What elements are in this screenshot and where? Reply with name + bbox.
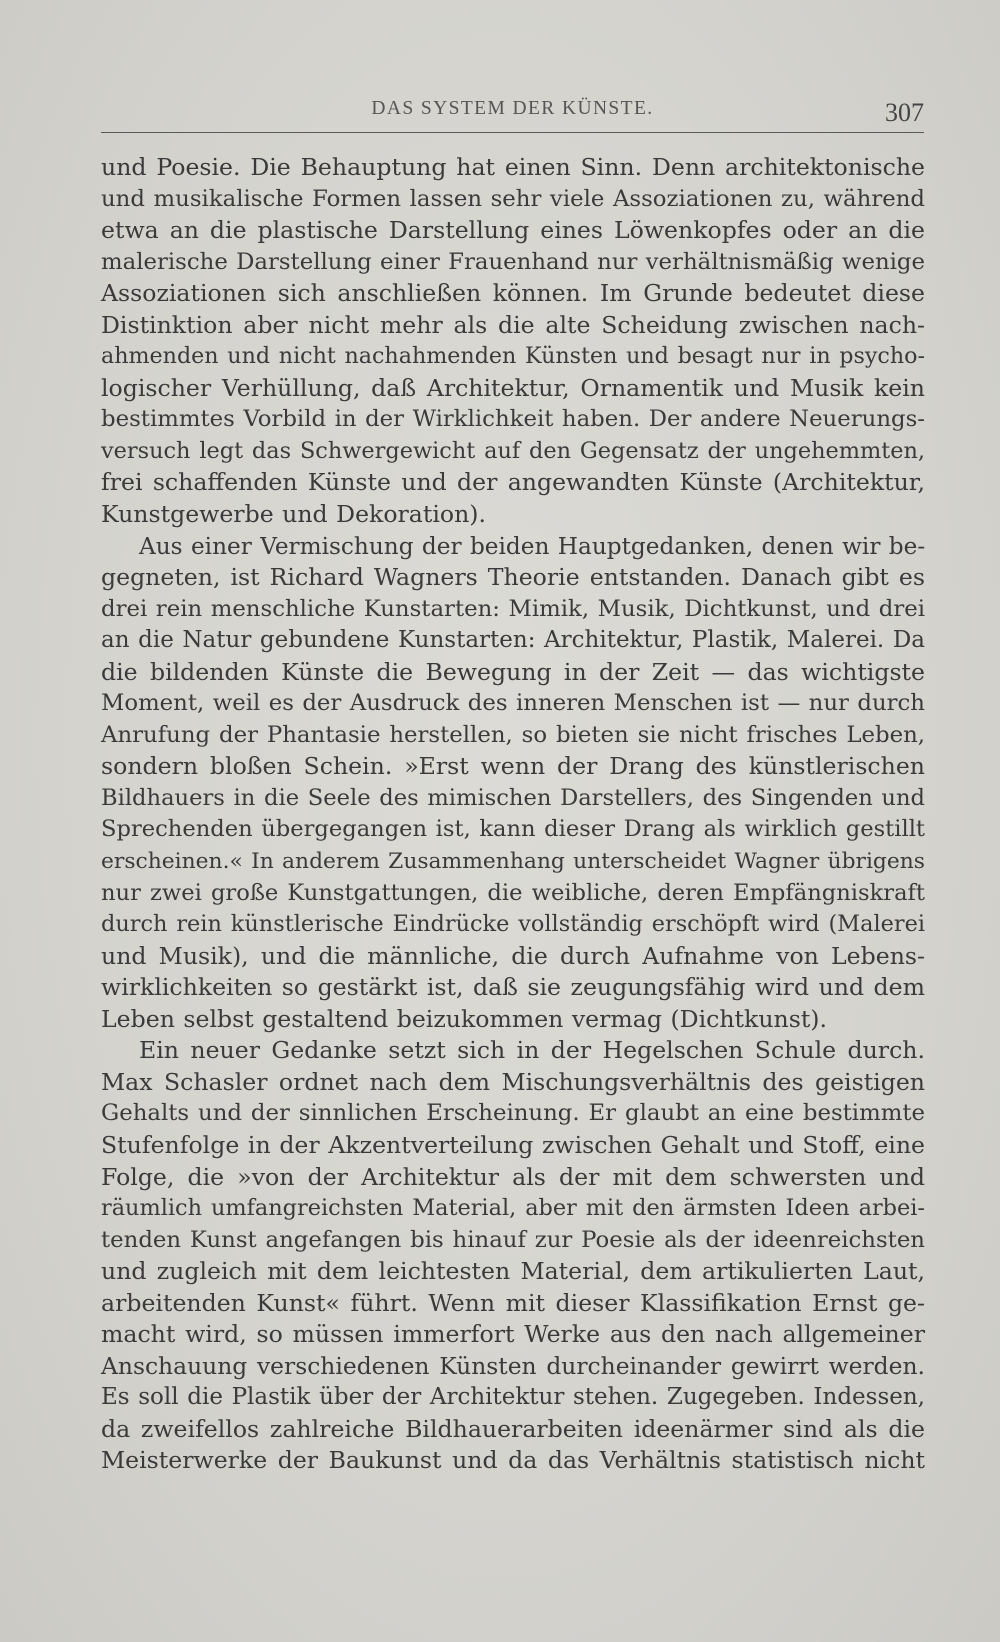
text-line: arbeitenden Kunst« führt. Wenn mit dieser Klassifikation Ernst ge- xyxy=(101,1288,925,1317)
text-line: macht wird, so müssen immerfort Werke aus den nach allgemeiner xyxy=(101,1320,925,1349)
text-line: und musikalische Formen lassen sehr viele Assoziationen zu, während xyxy=(101,185,925,212)
text-line: Anschauung verschiedenen Künsten durcheinander gewirrt werden. xyxy=(101,1351,925,1380)
text-line: Aus einer Vermischung der beiden Hauptgedanken, denen wir be- xyxy=(139,532,926,560)
text-line: Meisterwerke der Baukunst und da das Verhältnis statistisch nicht xyxy=(101,1446,925,1475)
text-line: Max Schasler ordnet nach dem Mischungsverhältnis des geistigen xyxy=(101,1067,925,1096)
text-line: Assoziationen sich anschließen können. Im Grunde bedeutet diese xyxy=(101,279,925,308)
text-line: Folge, die »von der Architektur als der mit dem schwersten und xyxy=(101,1162,925,1191)
text-line: nur zwei große Kunstgattungen, die weibliche, deren Empfängniskraft xyxy=(101,879,925,906)
text-line: Leben selbst gestaltend beizukommen vermag (Dichtkunst). xyxy=(101,1004,828,1033)
text-line: und Musik), und die männliche, die durch Aufnahme von Lebens- xyxy=(101,941,925,970)
running-title: DAS SYSTEM DER KÜNSTE. xyxy=(371,98,654,119)
text-line: bestimmtes Vorbild in der Wirklichkeit haben. Der andere Neuerungs- xyxy=(101,406,925,433)
text-line: Kunstgewerbe und Dekoration). xyxy=(101,500,487,529)
page-number: 307 xyxy=(885,98,924,127)
text-line: ahmenden und nicht nachahmenden Künsten und besagt nur in psycho- xyxy=(101,343,925,370)
text-line: Bildhauers in die Seele des mimischen Darstellers, des Singenden und xyxy=(101,784,925,811)
body-text xyxy=(101,152,925,1477)
text-line: räumlich umfangreichsten Material, aber mit den ärmsten Ideen arbei- xyxy=(101,1195,925,1222)
running-header xyxy=(101,92,924,133)
text-line: Es soll die Plastik über der Architektur stehen. Zugegeben. Indessen, xyxy=(101,1384,925,1411)
text-line: da zweifellos zahlreiche Bildhauerarbeiten ideenärmer sind als die xyxy=(101,1414,925,1443)
text-line: Ein neuer Gedanke setzt sich in der Hegelschen Schule durch. xyxy=(139,1036,925,1065)
text-line: versuch legt das Schwergewicht auf den Gegensatz der ungehemmten, xyxy=(101,437,925,464)
text-line: Sprechenden übergegangen ist, kann dieser Drang als wirklich gestillt xyxy=(101,816,925,843)
text-line: drei rein menschliche Kunstarten: Mimik, Musik, Dichtkunst, und drei xyxy=(101,595,925,622)
text-line: erscheinen.« In anderem Zusammenhang unterscheidet Wagner übrigens xyxy=(101,849,925,875)
text-line: und zugleich mit dem leichtesten Material, dem artikulierten Laut, xyxy=(101,1257,925,1286)
text-line: an die Natur gebundene Kunstarten: Architektur, Plastik, Malerei. Da xyxy=(101,627,925,654)
text-line: Anrufung der Phantasie herstellen, so bieten sie nicht frisches Leben, xyxy=(101,721,925,748)
text-line: wirklichkeiten so gestärkt ist, daß sie zeugungsfähig wird und dem xyxy=(101,973,925,1002)
text-line: Gehalts und der sinnlichen Erscheinung. Er glaubt an eine bestimmte xyxy=(101,1100,925,1127)
text-line: malerische Darstellung einer Frauenhand nur verhältnismäßig wenige xyxy=(101,248,925,275)
text-line: frei schaffenden Künste und der angewandten Künste (Architektur, xyxy=(101,468,925,497)
text-line: und Poesie. Die Behauptung hat einen Sinn. Denn architektonische xyxy=(101,153,925,181)
text-line: sondern bloßen Schein. »Erst wenn der Drang des künstlerischen xyxy=(101,752,925,781)
text-line: logischer Verhüllung, daß Architektur, Ornamentik und Musik kein xyxy=(101,373,925,402)
text-line: tenden Kunst angefangen bis hinauf zur Poesie als der ideenreichsten xyxy=(101,1226,925,1253)
text-line: gegneten, ist Richard Wagners Theorie entstanden. Danach gibt es xyxy=(101,563,925,592)
text-line: Moment, weil es der Ausdruck des inneren Menschen ist — nur durch xyxy=(101,690,925,717)
text-line: etwa an die plastische Darstellung eines Löwenkopfes oder an die xyxy=(101,216,925,245)
text-line: Distinktion aber nicht mehr als die alte Scheidung zwischen nach- xyxy=(101,310,925,339)
text-line: die bildenden Künste die Bewegung in der Zeit — das wichtigste xyxy=(101,657,925,686)
text-line: Stufenfolge in der Akzentverteilung zwischen Gehalt und Stoff, eine xyxy=(101,1130,925,1159)
text-line: durch rein künstlerische Eindrücke vollständig erschöpft wird (Malerei xyxy=(101,911,925,938)
